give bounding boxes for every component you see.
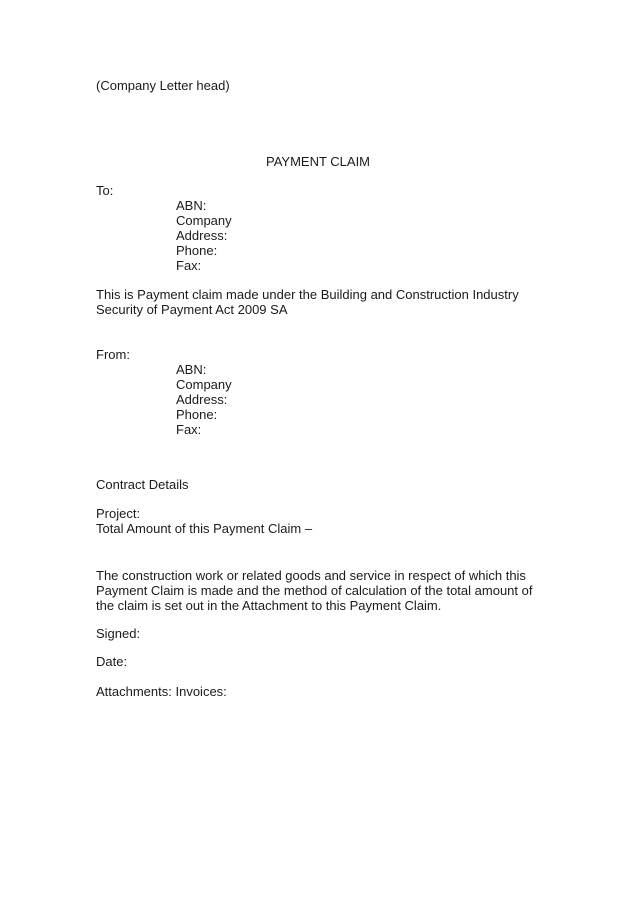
act-statement bbox=[96, 287, 540, 317]
project-label: Project: bbox=[96, 506, 141, 521]
to-label: To: bbox=[96, 183, 114, 198]
from-field-phone: Phone: bbox=[176, 407, 218, 422]
from-label: From: bbox=[96, 347, 130, 362]
to-field-abn: ABN: bbox=[176, 198, 207, 213]
to-fields bbox=[96, 198, 540, 273]
to-field-company: Company bbox=[176, 213, 232, 228]
attachments-label: Attachments: Invoices: bbox=[96, 684, 227, 699]
to-field-phone: Phone: bbox=[176, 243, 218, 258]
letterhead-placeholder: (Company Letter head) bbox=[96, 78, 230, 93]
from-field-fax: Fax: bbox=[176, 422, 202, 437]
calculation-statement bbox=[96, 568, 540, 613]
from-field-company: Company bbox=[176, 377, 232, 392]
act-statement-line: This is Payment claim made under the Building and Construction Industry bbox=[96, 287, 519, 302]
project-block bbox=[96, 506, 540, 536]
from-field-abn: ABN: bbox=[176, 362, 207, 377]
date-label: Date: bbox=[96, 654, 128, 669]
calculation-statement-line: the claim is set out in the Attachment to this Payment Claim. bbox=[96, 598, 442, 613]
act-statement-line: Security of Payment Act 2009 SA bbox=[96, 302, 288, 317]
contract-details-heading: Contract Details bbox=[96, 477, 189, 492]
calculation-statement-line: The construction work or related goods and service in respect of which this bbox=[96, 568, 526, 583]
total-amount-label: Total Amount of this Payment Claim – bbox=[96, 521, 313, 536]
document-title: PAYMENT CLAIM bbox=[265, 154, 371, 169]
to-field-address: Address: bbox=[176, 228, 228, 243]
calculation-statement-line: Payment Claim is made and the method of calculation of the total amount of bbox=[96, 583, 533, 598]
from-field-address: Address: bbox=[176, 392, 228, 407]
from-fields bbox=[96, 362, 540, 437]
to-field-fax: Fax: bbox=[176, 258, 202, 273]
signed-label: Signed: bbox=[96, 626, 141, 641]
